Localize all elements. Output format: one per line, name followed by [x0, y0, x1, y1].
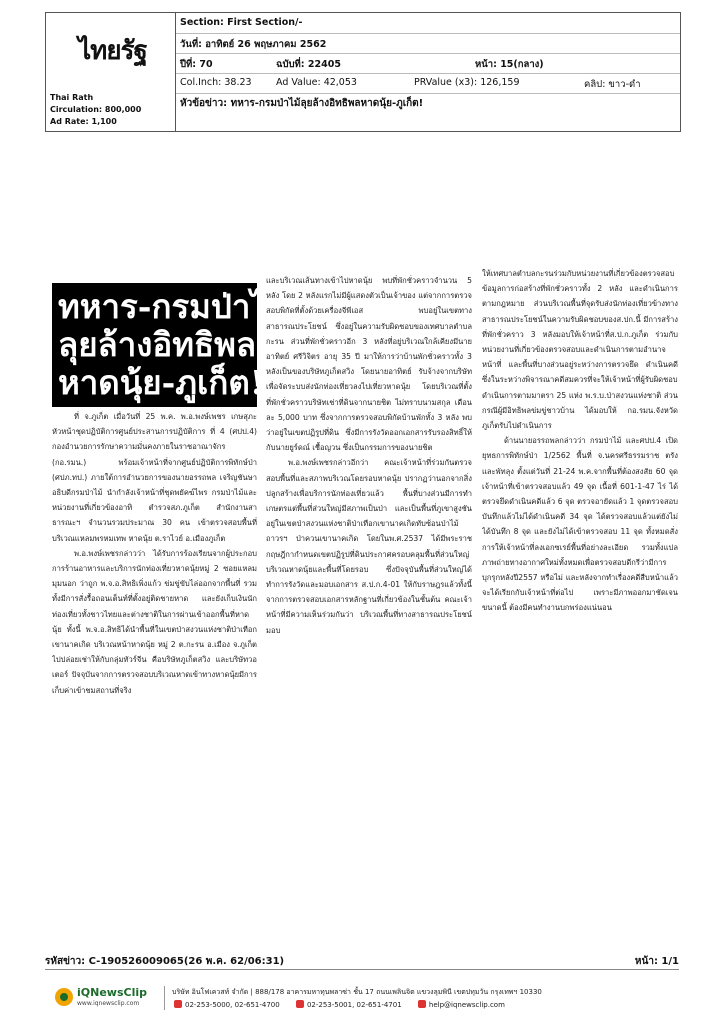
fax-icon	[296, 1000, 304, 1008]
email-address: help@iqnewsclip.com	[428, 1001, 505, 1009]
ad-rate: Ad Rate: 1,100	[50, 117, 117, 126]
article-headline	[52, 283, 289, 407]
ad-value: Ad Value: 42,053	[276, 77, 357, 88]
date-label: วันที่: อาทิตย์ 26 พฤษภาคม 2562	[180, 39, 327, 50]
col-inch: Col.Inch: 38.23	[180, 77, 252, 88]
paragraph: ให้เทศบาลตำบลกะรนร่วมกับหน่วยงานที่เกี่ยวข้องตรวจสอบข้อมูลการก่อสร้างที่พักชั่วคราวทั้ง 2 หลัง และดำเนินการตามกฎหมาย ส่วนบริเวณพื้นที่จุดรับส่งนักท่องเที่ยวข้างทางสาธารณประโยชน์ในความรับผิดชอบของส.ปก.นี้ มีการสร้างที่พักชั่วคราว 3 หลังมอบให้เจ้าหน้าที่ส.ป.ก.ภูเก็ต ร่วมกับหน่วยงานที่เกี่ยวข้องตรวจสอบและดำเนินการตามอำนาจหน้าที่ และพื้นที่บางส่วนอยู่ระหว่างการตรวจยึด ดำเนินคดี ซึ่งในระหว่างพิจารณาคดีสมควรที่จะให้เจ้าหน้าที่ผู้รับผิดชอบ ดำเนินการตามมาตรา 25 แห่ง พ.ร.บ.ป่าสงวนแห่งชาติ ส่วนกรณีผู้มีอิทธิพลข่มขู่ชาวบ้าน ได้มอบให้ กอ.รมน.จังหวัดภูเก็ตรับไปดำเนินการ	[482, 269, 678, 431]
page-label: หน้า: 15(กลาง)	[475, 59, 544, 70]
section-row	[176, 13, 680, 34]
value-row	[176, 73, 680, 94]
brand-url: www.iqnewsclip.com	[77, 1000, 140, 1007]
iqnewsclip-logo	[55, 985, 150, 1011]
paper-name: Thai Rath	[50, 93, 94, 102]
paragraph: และบริเวณเส้นทางเข้าไปหาดนุ้ย พบที่พักชั่วคราวจำนวน 5 หลัง โดย 2 หลังแรกไม่มีผู้แสดงตัวเป็นเจ้าของ แต่จากการตรวจสอบพิกัดที่ตั้งด้วยเครื่องจีพีเอส พบอยู่ในเขตทางสาธารณประโยชน์ ซึ่งอยู่ในความรับผิดชอบของเทศบาลตำบลกะรน ส่วนที่พักชั่วคราวอีก 3 หลังที่อยู่บริเวณใกล้เคียงมีนายอาทิตย์ ศรีวิจิตร อายุ 35 ปี มาให้การว่าบ้านพักชั่วคราวทั้ง 3 หลังเป็นของบริษัทภูเก็ตสวิง โดยนายอาทิตย์ รับจ้างจากบริษัท เพื่อจัดระบบส่งนักท่องเที่ยวลงไปเที่ยวหาดนุ้ย โดยบริเวณที่ตั้งที่พักชั่วคราวบริษัทเช่าที่ดินจากนายชิต ไม่ทราบนามสกุล เดือนละ 5,000 บาท ซึ่งจากการตรวจสอบพิกัดบ้านพักทั้ง 3 หลัง พบว่าอยู่ในเขตปฏิรูปที่ดิน ซึ่งมีการรังวัดออกเอกสารรับรองสิทธิ์ให้กับนายยูร์ดณ์ เชื้อญวน ซึ่งเป็นกรรมการของนายชิต	[266, 276, 472, 453]
company-address: บริษัท อินโฟเควสท์ จำกัด | 888/178 อาคารมหาทุนพลาซ่า ชั้น 17 ถนนเพลินจิต แขวงลุมพินี เขตปทุมวัน กรุงเทพฯ 10330	[172, 988, 542, 996]
phone-icon	[174, 1000, 182, 1008]
footer-vertical-divider	[164, 986, 165, 1010]
contact-line	[172, 1000, 505, 1009]
issue-label: ฉบับที่: 22405	[276, 59, 341, 70]
paragraph: ที่ จ.ภูเก็ต เมื่อวันที่ 25 พ.ค. พ.อ.พงษ์เพชร เกษสุภะ หัวหน้าชุดปฏิบัติการศูนย์ประสานการปฏิบัติการ ที่ 4 (ศปป.4) กองอำนวยการรักษาความมั่นคงภายในราชอาณาจักร (กอ.รมน.) พร้อมเจ้าหน้าที่จากศูนย์ปฏิบัติการพิทักษ์ป่า (ศปภ.ทป.) ภายใต้การอำนวยการของนายอรรถพล เจริญชันษา อธิบดีกรมป่าไม้ นำกำลังเจ้าหน้าที่ชุดพยัคฆ์ไพร กรมป่าไม้และหน่วยงานที่เกี่ยวข้องอาทิ ตำรวจสภ.ภูเก็ต สำนักงานสาธารณะฯ จำนวนรวมประมาณ 30 คน เข้าตรวจสอบพื้นที่บริเวณแหลมพรหมเทพ หาดนุ้ย ต.ราไวย์ อ.เมืองภูเก็ต	[52, 412, 257, 543]
article-column-2	[266, 273, 472, 936]
topic-label: หัวข้อข่าว: ทหาร-กรมป่าไม้ลุยล้างอิทธิพลหาดนุ้ย-ภูเก็ต!	[180, 98, 424, 109]
circulation: Circulation: 800,000	[50, 105, 142, 114]
email-icon	[418, 1000, 426, 1008]
news-id: รหัสข่าว: C-190526009065(26 พ.ค. 62/06:31)	[45, 956, 285, 967]
clip-type: คลิป: ขาว-ดำ	[584, 79, 641, 90]
headline-line-2: ลุยล้างอิทธิพล	[58, 325, 257, 364]
clipping-meta	[176, 13, 680, 131]
year-label: ปีที่: 70	[180, 59, 213, 70]
paragraph: ด้านนายอรรถพลกล่าวว่า กรมป่าไม้ และศปป.4 เปิดยุทธการพิทักษ์ป่า 1/2562 พื้นที่ จ.นครศรีธรรมราช ตรัง และพัทลุง ตั้งแต่วันที่ 21-24 พ.ค.จากพื้นที่ต้องสงสัย 60 จุด เจ้าหน้าที่เข้าตรวจสอบแล้ว 49 จุด เนื้อที่ 601-1-47 ไร่ ได้ตรวจยึดดำเนินคดีแล้ว 6 จุด ตรวจอายัดแล้ว 1 จุดตรวจสอบบันทึกแล้วไม่ได้ดำเนินคดี 34 จุด ได้ตรวจสอบแล้วแต่ยังไม่ได้บันทึก 8 จุด และยังไม่ได้เข้าตรวจสอบ 11 จุด ทั้งหมดสั่งการให้เจ้าหน้าที่ลงเอกซเรย์พื้นที่อย่างละเอียด รวมทั้งแปลภาพถ่ายทางอากาศใหม่ทั้งหมดเพื่อตรวจสอบดีกรีว่ามีการบุกรุกหลังปี2557 หรือไม่ และหลังจากทำเรื่องคดีสืบหน้าแล้วจะได้เรียกกับเจ้าหน้าที่ต่อไป เพราะมีภาพออกมาชัดเจนขนาดนี้ ต้องมีคนทำงานบกพร่องแน่นอน	[482, 436, 678, 613]
page-count: หน้า: 1/1	[634, 956, 679, 967]
issue-row	[176, 53, 680, 74]
clipping-header	[45, 12, 681, 132]
headline-line-1: ทหาร-กรมป่าไม้	[58, 287, 289, 326]
pr-value: PRValue (x3): 126,159	[414, 77, 520, 88]
paragraph: พ.อ.พงษ์เพชรกล่าวอีกว่า คณะเจ้าหน้าที่ร่วมกันตรวจสอบพื้นที่และสภาพบริเวณโดยรอบหาดนุ้ย ปรากฏว่านอกจากสิ่งปลูกสร้างเพื่อบริการนักท่องเที่ยวแล้ว พื้นที่บางส่วนมีการทำเกษตรแต่พื้นที่ส่วนใหญ่มีสภาพเป็นป่า และเป็นพื้นที่ภูเขาสูงชันอยู่ในเขตป่าสงวนแห่งชาติป่าเทือกเขานาคเกิดทับซ้อนป่าไม้ถาวรฯ ป่าควนเขานาคเกิด โดยในพ.ศ.2537 ได้มีพระราชกฤษฎีกากำหนดเขตปฏิรูปที่ดินประกาศครอบคลุมพื้นที่ส่วนใหญ่บริเวณหาดนุ้ยและพื้นที่โดยรอบ ซึ่งปัจจุบันพื้นที่ส่วนใหญ่ได้ทำการรังวัดและมอบเอกสาร ส.ป.ก.4-01 ให้กับราษฎรแล้วทั้งนี้ จากการตรวจสอบเอกสารหลักฐานที่เกี่ยวข้องในชั้นต้น คณะเจ้าหน้าที่มีความเห็นร่วมกันว่า บริเวณพื้นที่ทางสาธารณประโยชน์ มอบ	[266, 458, 472, 635]
date-row	[176, 33, 680, 54]
newspaper-logo: ไทยรัฐ	[78, 35, 147, 66]
phone-number: 02-253-5000, 02-651-4700	[185, 1001, 280, 1009]
publication-info	[46, 13, 176, 131]
headline-line-3: หาดนุ้ย-ภูเก็ต!	[58, 363, 265, 402]
footer-divider	[45, 969, 679, 970]
article-column-1	[52, 409, 257, 936]
iqnewsclip-logo-icon	[55, 988, 73, 1006]
paragraph: พ.อ.พงษ์เพชรกล่าวว่า ได้รับการร้องเรียนจากผู้ประกอบการร้านอาหารและบริการนักท่องเที่ยวหาดนุ้ยหมู่ 2 ซอยแหลมมุมนอก ว่าถูก พ.จ.อ.สิทธิเพิ่งแก้ว ข่มขู่ขับไล่ออกจากพื้นที่ รวมทั้งมีการสั่งรื้อถอนเต็นท์ที่ตั้งอยู่ติดชายหาด และยังเก็บเงินนักท่องเที่ยวทั้งชาวไทยและต่างชาติในการผ่านเข้าออกพื้นที่หาดนุ้ย ทั้งนี้ พ.จ.อ.สิทธิได้นำพื้นที่ในเขตป่าสงวนแห่งชาติป่าเทือกเขานาคเกิด บริเวณหน้าหาดนุ้ย หมู่ 2 ต.กะรน อ.เมือง จ.ภูเก็ต ไปปล่อยเช่าให้กับกลุ่มทัวร์จีน คือบริษัทภูเก็ตสวิง และบริษัทวอเตอร์ ปัจจุบันจากการตรวจสอบบริเวณหาดเข้าทางหาดนุ้ยมีการเก็บค่าเข้าชมสถานที่จริง	[52, 548, 257, 695]
fax-number: 02-253-5001, 02-651-4701	[306, 1001, 402, 1009]
brand-name: iQNewsClip	[77, 986, 147, 999]
topic-row	[176, 93, 680, 111]
article-column-3	[482, 266, 678, 936]
section-label: Section: First Section/-	[180, 17, 303, 28]
